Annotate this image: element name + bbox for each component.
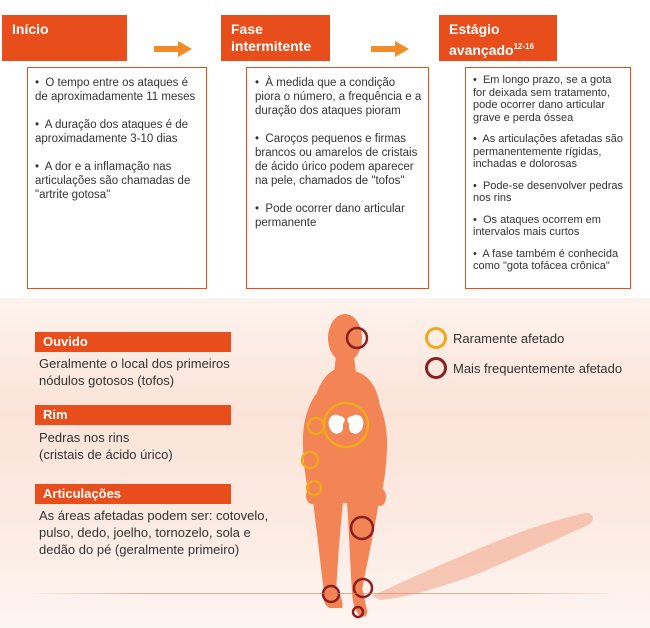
site-joints-description: As áreas afetadas podem ser: cotovelo, pulso, dedo, joelho, tornozelo, sola e dedão do pé (geralmente primeiro): [39, 508, 269, 557]
arrow-right-icon: [154, 41, 192, 57]
frequent-ring-icon: [425, 357, 447, 379]
floor-line: [30, 593, 620, 594]
site-joints-label: Articulações: [35, 484, 231, 504]
stage-1-title: Início: [2, 15, 127, 61]
site-kidney-label: Rim: [35, 405, 231, 425]
stage-3-item: • Os ataques ocorrem em intervalos mais curtos: [473, 213, 601, 238]
stage-2-title: Fase intermitente: [221, 15, 330, 61]
stage-2-item: • À medida que a condição piora o número, a frequência e a duração dos ataques pioram: [255, 77, 422, 117]
legend-frequent: Mais frequentemente afetado: [425, 356, 622, 380]
stage-3-panel: [465, 67, 631, 289]
site-kidney-description: Pedras nos rins (cristais de ácido úrico): [39, 430, 173, 462]
stage-3-item: • A fase também é conhecida como "gota tofácea crônica": [473, 247, 619, 272]
stage-2-panel: [246, 67, 429, 289]
site-ear-description: Geralmente o local dos primeiros nódulos gotosos (tofos): [39, 356, 230, 388]
legend-rare: Raramente afetado: [425, 326, 564, 350]
site-ear-label: Ouvido: [35, 332, 231, 352]
stage-1-item: • A duração dos ataques é de aproximadamente 3-10 dias: [35, 119, 189, 145]
stage-2-item: • Pode ocorrer dano articular permanente: [255, 203, 405, 229]
stage-3-item: • Pode-se desenvolver pedras nos rins: [473, 179, 623, 204]
stage-1-item: • O tempo entre os ataques é de aproximadamente 11 meses: [35, 77, 196, 103]
stage-3-item: • Em longo prazo, se a gota for deixada sem tratamento, pode ocorrer dano articular grave e perda óssea: [473, 74, 612, 124]
arrow-right-icon: [371, 41, 409, 57]
stage-3-reference: 12-16: [513, 42, 535, 51]
stage-3-item: • As articulações afetadas são permanentemente rígidas, inchadas e dolorosas: [473, 133, 623, 170]
rare-ring-icon: [425, 327, 447, 349]
stage-3-title: Estágio avançado$^{12-16}$: [439, 15, 557, 61]
stage-1-panel: [27, 67, 207, 289]
stage-2-item: • Caroços pequenos e firmas brancos ou amarelos de cristais de ácido úrico podem aparecer na pele, chamados de "tofos": [255, 133, 418, 187]
stage-1-item: • A dor e a inflamação nas articulações são chamadas de "artrite gotosa": [35, 161, 191, 201]
body-shadow: [372, 513, 593, 600]
